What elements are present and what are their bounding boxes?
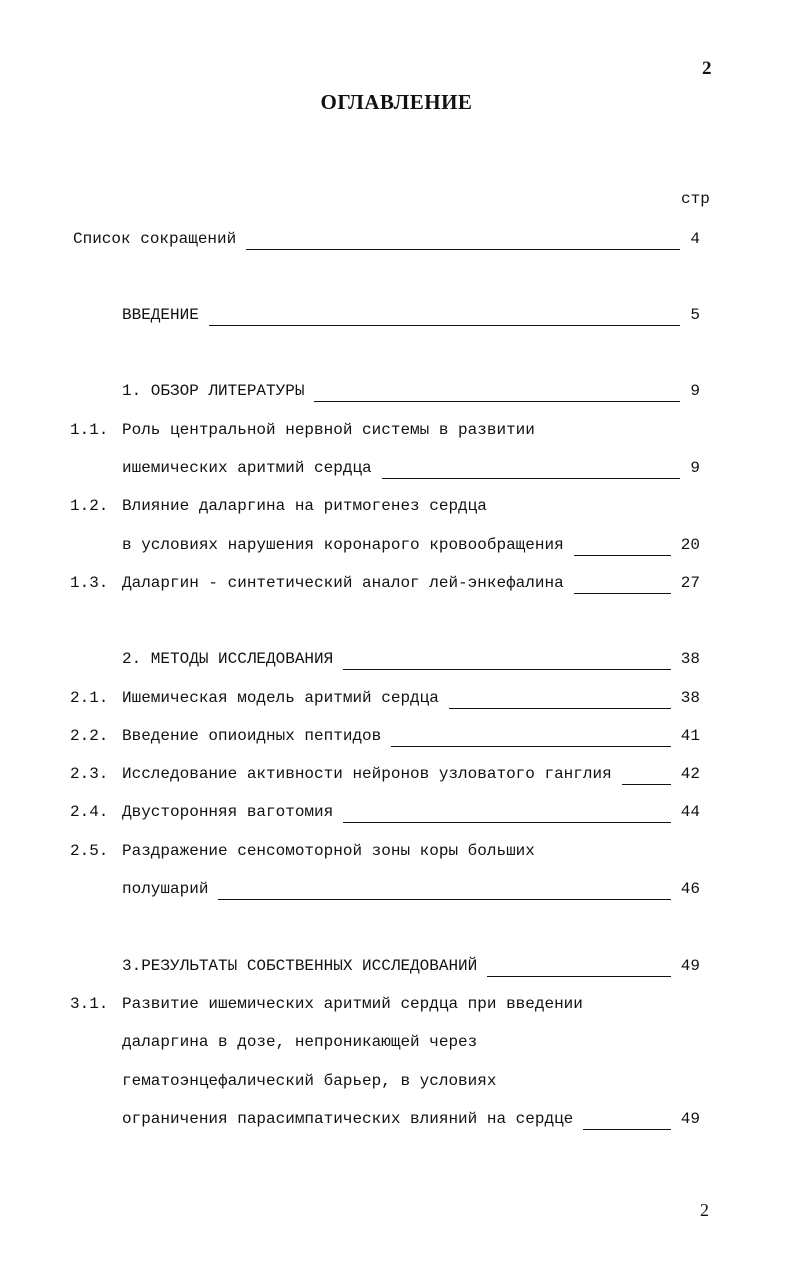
leader-line	[314, 401, 680, 402]
toc-entry-number: 2.2.	[70, 727, 109, 745]
toc-entry	[0, 650, 793, 674]
toc-entry-text: Двусторонняя ваготомия	[122, 803, 334, 821]
toc-entry-text: даларгина в дозе, непроникающей через	[122, 1033, 478, 1051]
toc-entry-text: Даларгин - синтетический аналог лей-энкефалина	[122, 574, 564, 592]
toc-entry-text: ишемических аритмий сердца	[122, 459, 372, 477]
toc-entry-page: 27	[680, 574, 700, 592]
toc-entry	[0, 842, 793, 866]
leader-line	[449, 708, 671, 709]
leader-line	[382, 478, 681, 479]
leader-line	[343, 822, 671, 823]
toc-entry	[0, 803, 793, 827]
toc-entry-text: 3.РЕЗУЛЬТАТЫ СОБСТВЕННЫХ ИССЛЕДОВАНИЙ	[122, 957, 478, 975]
toc-entry	[0, 957, 793, 981]
toc-entry	[0, 1033, 793, 1057]
toc-entry-text: Введение опиоидных пептидов	[122, 727, 382, 745]
leader-line	[574, 593, 671, 594]
toc-entry-page: 4	[690, 230, 700, 248]
toc-entry	[0, 230, 793, 254]
toc-entry-page: 20	[680, 536, 700, 554]
leader-line	[343, 669, 671, 670]
toc-entry-number: 2.4.	[70, 803, 109, 821]
toc-entry-number: 1.3.	[70, 574, 109, 592]
toc-entry-number: 2.3.	[70, 765, 109, 783]
toc-entry-page: 38	[680, 650, 700, 668]
toc-entry-page: 9	[690, 459, 700, 477]
toc-entry	[0, 1110, 793, 1134]
leader-line	[622, 784, 671, 785]
toc-entry-page: 44	[680, 803, 700, 821]
leader-line	[487, 976, 671, 977]
toc-entry-text: Ишемическая модель аритмий сердца	[122, 689, 439, 707]
toc-entry-text: 1. ОБЗОР ЛИТЕРАТУРЫ	[122, 382, 305, 400]
toc-entry-text: Раздражение сенсомоторной зоны коры больших	[122, 842, 535, 860]
page-title: ОГЛАВЛЕНИЕ	[320, 90, 473, 114]
toc-entry-text: Развитие ишемических аритмий сердца при введении	[122, 995, 583, 1013]
toc-entry-text: полушарий	[122, 880, 209, 898]
toc-entry-number: 1.1.	[70, 421, 109, 439]
toc-entry-page: 46	[680, 880, 700, 898]
toc-entry	[0, 574, 793, 598]
toc-entry	[0, 727, 793, 751]
toc-entry	[0, 382, 793, 406]
toc-entry-page: 38	[680, 689, 700, 707]
leader-line	[218, 899, 670, 900]
toc-entry	[0, 459, 793, 483]
toc-entry	[0, 497, 793, 521]
toc-entry-number: 2.5.	[70, 842, 109, 860]
toc-entry	[0, 536, 793, 560]
toc-entry-page: 5	[690, 306, 700, 324]
toc-entry	[0, 880, 793, 904]
toc-entry-text: Список сокращений	[73, 230, 237, 248]
toc-entry-text: Роль центральной нервной системы в развитии	[122, 421, 535, 439]
toc-entry	[0, 306, 793, 330]
toc-entry-text: в условиях нарушения коронарого кровообращения	[122, 536, 564, 554]
page-column-label: стр	[681, 190, 710, 208]
page-number-bottom: 2	[700, 1200, 709, 1220]
toc-entry-page: 42	[680, 765, 700, 783]
toc-entry-text: 2. МЕТОДЫ ИССЛЕДОВАНИЯ	[122, 650, 334, 668]
page-number-top: 2	[702, 58, 712, 79]
toc-entry-text: Исследование активности нейронов узловатого ганглия	[122, 765, 612, 783]
leader-line	[246, 249, 680, 250]
leader-line	[574, 555, 671, 556]
toc-entry-page: 41	[680, 727, 700, 745]
toc-entry	[0, 1072, 793, 1096]
toc-entry-page: 49	[680, 1110, 700, 1128]
toc-entry-text: гематоэнцефалический барьер, в условиях	[122, 1072, 497, 1090]
toc-entry-number: 2.1.	[70, 689, 109, 707]
toc-entry-page: 9	[690, 382, 700, 400]
toc-entry	[0, 421, 793, 445]
toc-entry-number: 1.2.	[70, 497, 109, 515]
toc-entry-page: 49	[680, 957, 700, 975]
toc-entry	[0, 995, 793, 1019]
toc-entry-text: ВВЕДЕНИЕ	[122, 306, 199, 324]
toc-entry-number: 3.1.	[70, 995, 109, 1013]
toc-entry-text: Влияние даларгина на ритмогенез сердца	[122, 497, 487, 515]
toc-entry	[0, 689, 793, 713]
leader-line	[391, 746, 671, 747]
leader-line	[583, 1129, 671, 1130]
toc-entry-text: ограничения парасимпатических влияний на сердце	[122, 1110, 574, 1128]
leader-line	[209, 325, 681, 326]
toc-entry	[0, 765, 793, 789]
